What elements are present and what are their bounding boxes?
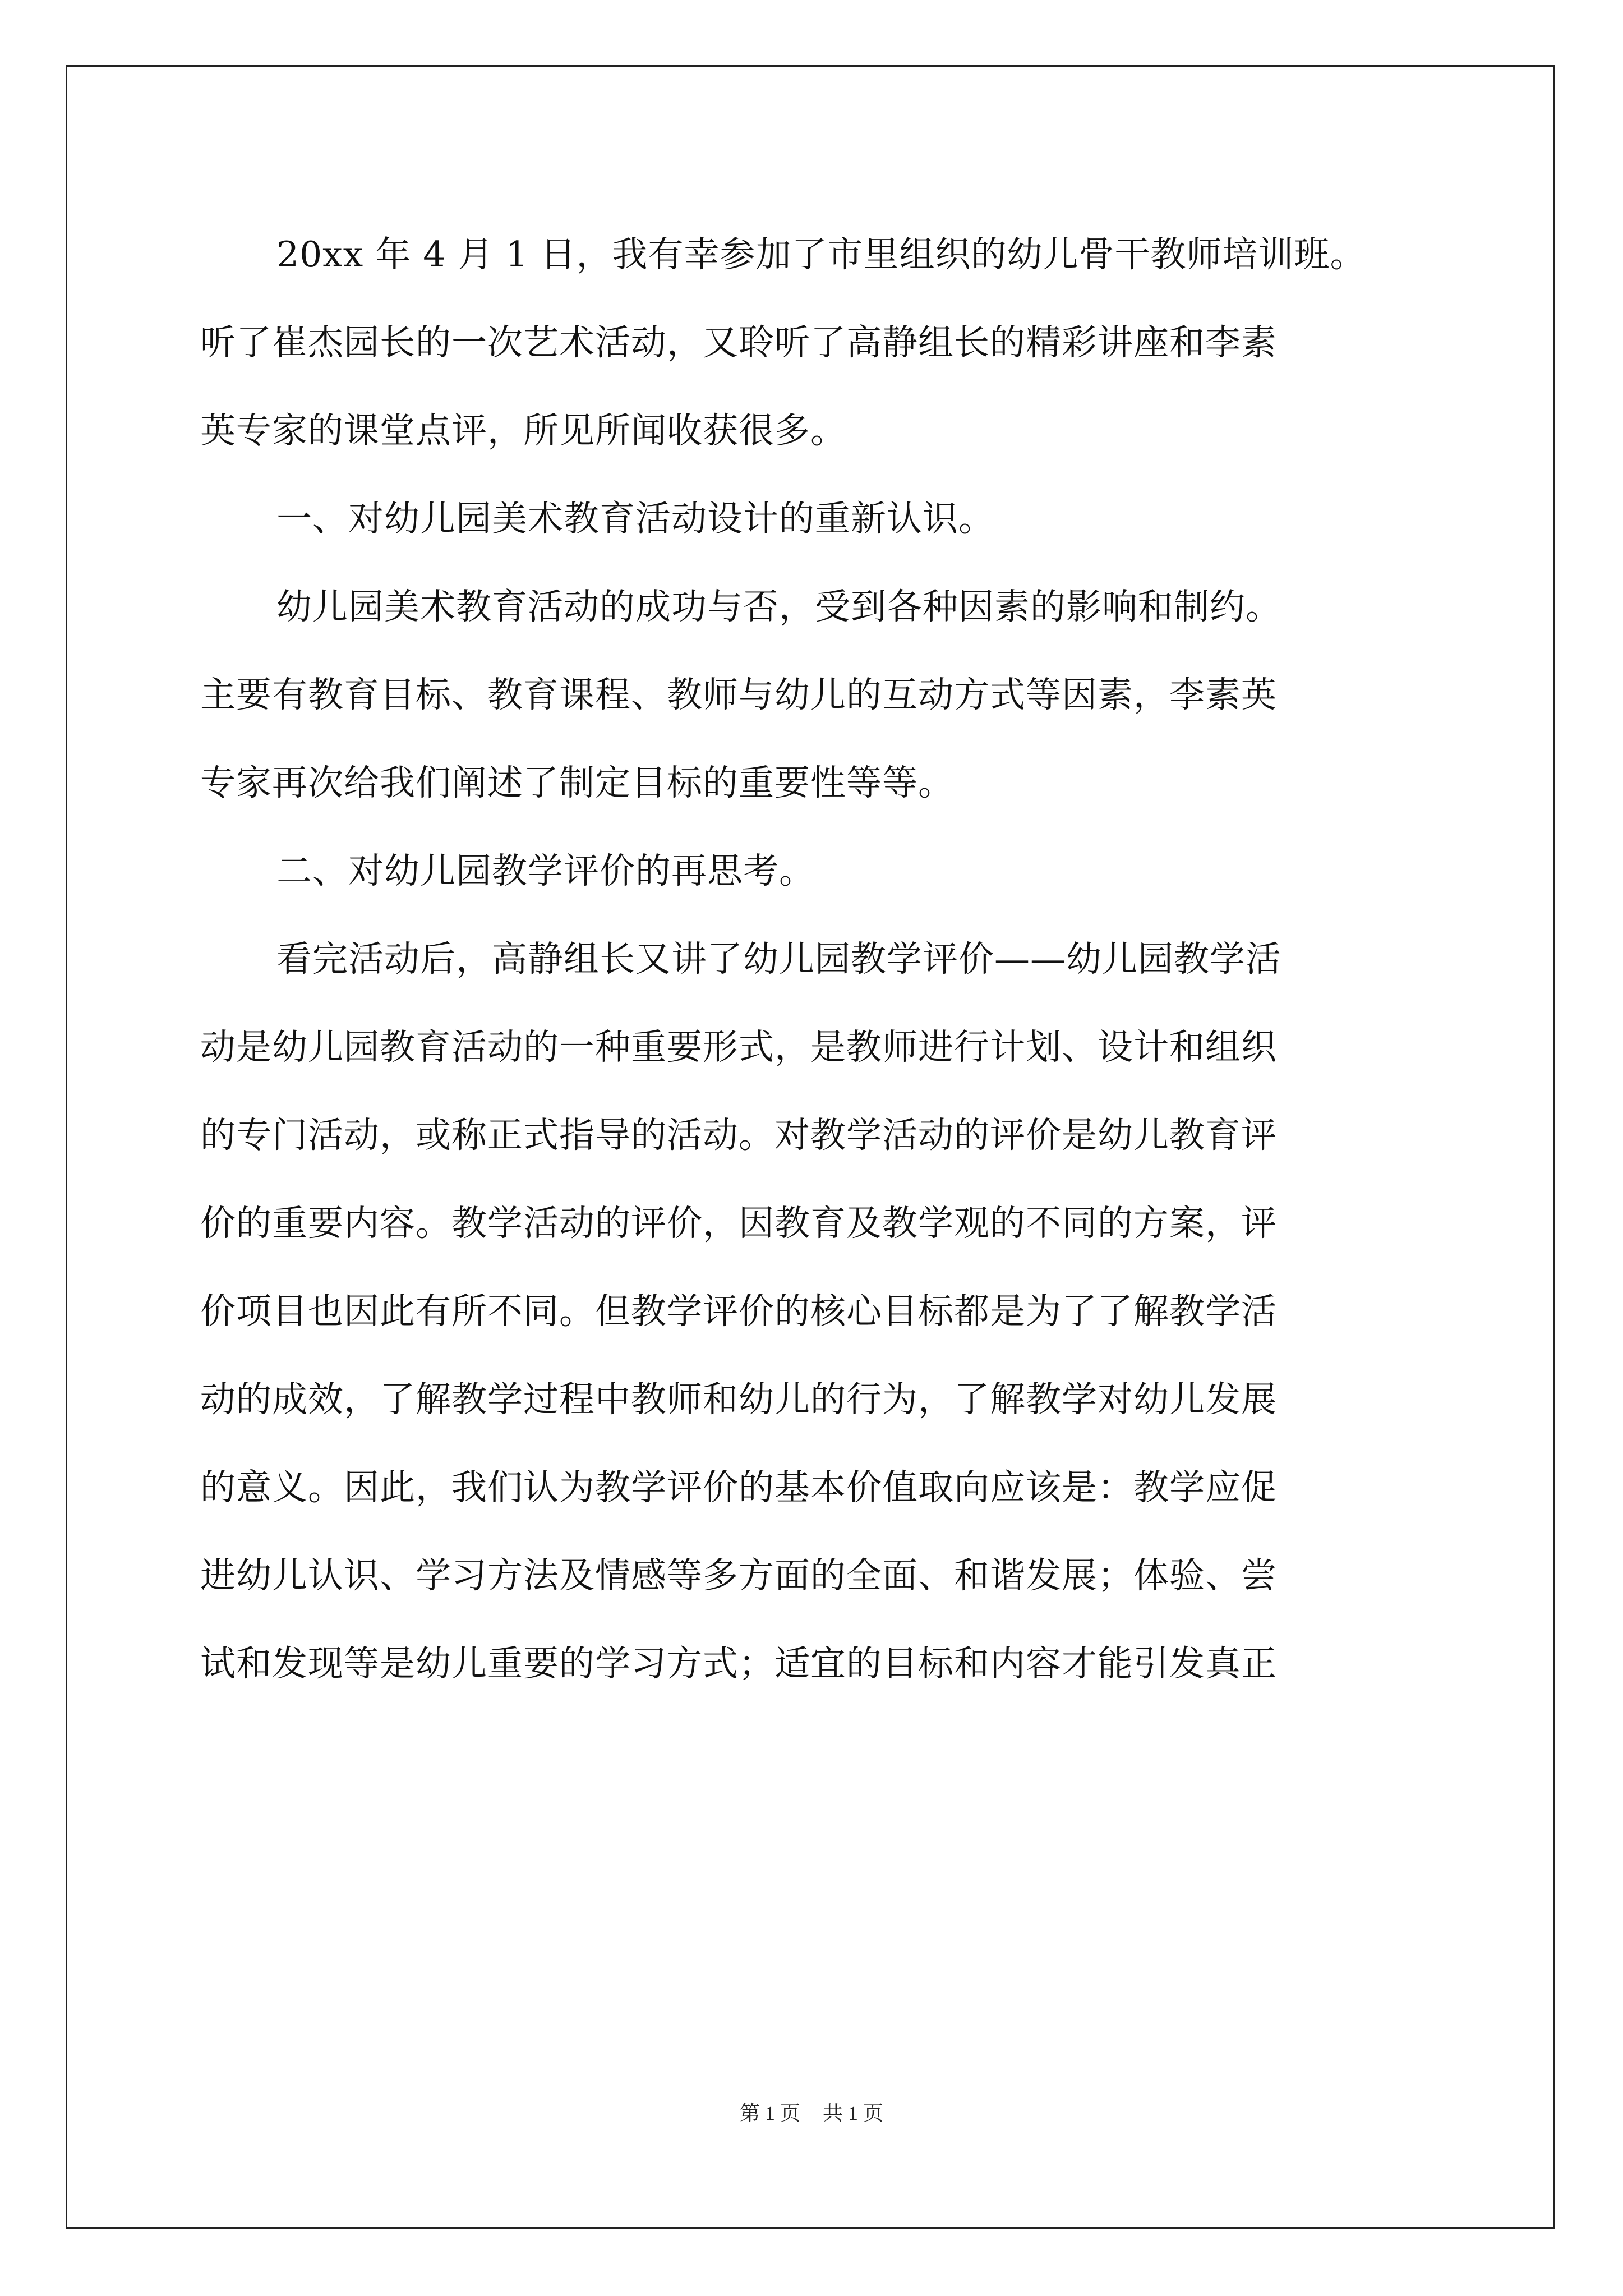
text-line: 二、对幼儿园教学评价的再思考。 — [276, 850, 815, 891]
text-line: 听了崔杰园长的一次艺术活动，又聆听了高静组长的精彩讲座和李素 — [200, 322, 1277, 363]
text-line: 看完活动后，高静组长又讲了幼儿园教学评价——幼儿园教学活 — [276, 938, 1281, 979]
section-heading — [200, 475, 1417, 563]
text-line: 进幼儿认识、学习方法及情感等多方面的全面、和谐发展；体验、尝 — [200, 1555, 1277, 1596]
text-line: 专家再次给我们阐述了制定目标的重要性等等。 — [200, 762, 954, 803]
text-line: 试和发现等是幼儿重要的学习方式；适宜的目标和内容才能引发真正 — [200, 1643, 1277, 1684]
text-line: 动的成效，了解教学过程中教师和幼儿的行为，了解教学对幼儿发展 — [200, 1379, 1277, 1420]
text-line: 20xx 年 4 月 1 日，我有幸参加了市里组织的幼儿骨干教师培训班。 — [276, 234, 1366, 275]
text-line: 主要有教育目标、教育课程、教师与幼儿的互动方式等因素，李素英 — [200, 674, 1277, 715]
text-line: 动是幼儿园教育活动的一种重要形式，是教师进行计划、设计和组织 — [200, 1027, 1277, 1068]
text-line: 价项目也因此有所不同。但教学评价的核心目标都是为了了解教学活 — [200, 1291, 1277, 1332]
paragraph — [200, 210, 1417, 475]
paragraph — [200, 915, 1417, 1708]
page-footer — [0, 2101, 1623, 2125]
document-body — [200, 210, 1417, 1708]
page-total: 共 1 页 — [823, 2102, 884, 2124]
text-line: 一、对幼儿园美术教育活动设计的重新认识。 — [276, 498, 994, 539]
text-line: 幼儿园美术教育活动的成功与否，受到各种因素的影响和制约。 — [276, 586, 1281, 627]
text-line: 的意义。因此，我们认为教学评价的基本价值取向应该是：教学应促 — [200, 1467, 1277, 1508]
text-line: 价的重要内容。教学活动的评价，因教育及教学观的不同的方案，评 — [200, 1203, 1277, 1244]
text-line: 的专门活动，或称正式指导的活动。对教学活动的评价是幼儿教育评 — [200, 1115, 1277, 1156]
section-heading — [200, 827, 1417, 915]
text-line: 英专家的课堂点评，所见所闻收获很多。 — [200, 410, 846, 451]
paragraph — [200, 563, 1417, 827]
page-number: 第 1 页 — [739, 2102, 800, 2124]
